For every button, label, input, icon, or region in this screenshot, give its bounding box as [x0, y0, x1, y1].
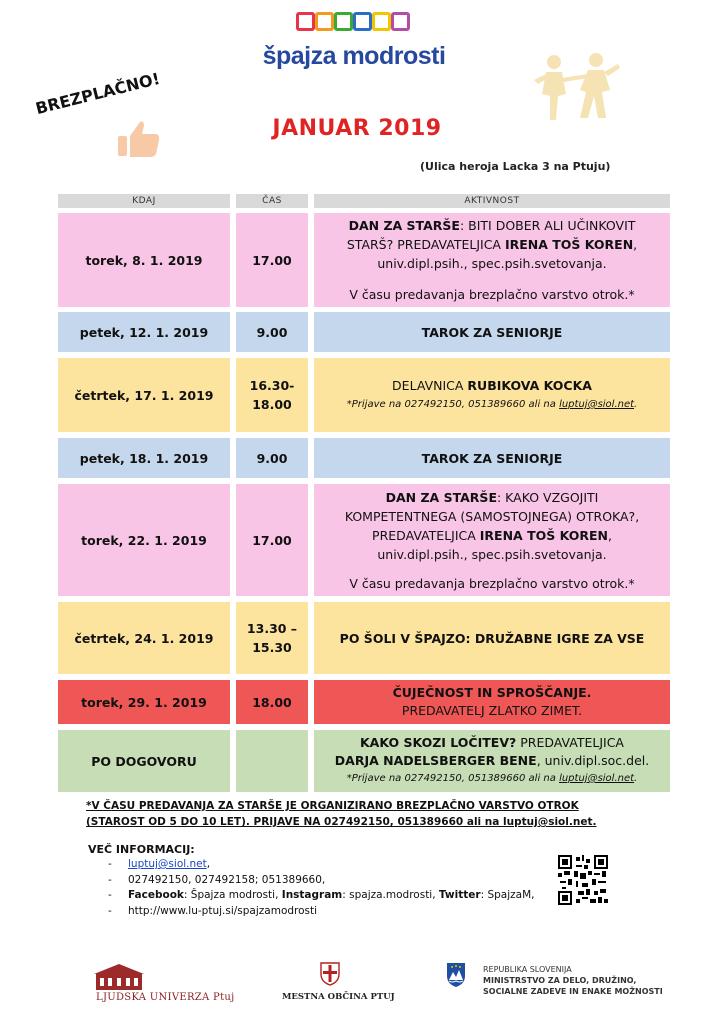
row8-line2: DARJA NADELSBERGER BENE, univ.dipl.soc.del.	[334, 753, 650, 768]
signup-email-link[interactable]: luptuj@siol.net	[559, 399, 635, 410]
row8-time	[236, 730, 308, 792]
row1-time: 17.00	[236, 213, 308, 307]
row6-date: četrtek, 24. 1. 2019	[58, 602, 230, 674]
row6-time	[236, 602, 308, 674]
info-list	[108, 857, 534, 919]
row6-activity: PO ŠOLI V ŠPAJZO: DRUŽABNE IGRE ZA VSE	[314, 602, 670, 674]
qr-code-icon[interactable]	[558, 855, 608, 905]
note-line1: *V ČASU PREDAVANJA ZA STARŠE JE ORGANIZIRANO BREZPLAČNO VARSTVO OTROK	[86, 800, 579, 812]
logo-square-orange	[315, 12, 334, 31]
row7-line2: PREDAVATELJ ZLATKO ZIMET.	[401, 703, 583, 718]
row6-time-end: 15.30	[252, 640, 292, 655]
row1-activity	[314, 213, 670, 307]
row4-activity: TAROK ZA SENIORJE	[314, 438, 670, 478]
row3-line1: DELAVNICA RUBIKOVA KOCKA	[392, 378, 592, 393]
column-header-cas: ČAS	[236, 194, 308, 208]
row5-line2: KOMPETENTNEGA (SAMOSTOJNEGA) OTROKA?,	[344, 508, 640, 524]
row5-line5: V času predavanja brezplačno varstvo otrok.*	[349, 575, 635, 591]
row1-line3: univ.dipl.psih., spec.psih.svetovanja.	[377, 256, 607, 271]
row3-date: četrtek, 17. 1. 2019	[58, 358, 230, 432]
row8-date: PO DOGOVORU	[58, 730, 230, 792]
ptuj-crest-icon	[320, 962, 340, 986]
info-social: - Facebook: Špajza modrosti, Instagram: spajza.modrosti, Twitter: SpajzaM,	[108, 888, 534, 904]
row1-line1: DAN ZA STARŠE: BITI DOBER ALI UČINKOVIT	[348, 218, 636, 233]
info-url	[108, 904, 534, 920]
signup-email-link[interactable]: luptuj@siol.net	[559, 773, 635, 784]
email-link[interactable]: luptuj@siol.net	[128, 858, 207, 870]
logo-square-red	[296, 12, 315, 31]
column-header-kdaj: KDAJ	[58, 194, 230, 208]
page-title: JANUAR 2019	[272, 116, 442, 141]
row5-time: 17.00	[236, 484, 308, 596]
column-header-aktivnost: AKTIVNOST	[314, 194, 670, 208]
row8-signup: *Prijave na 027492150, 051389660 ali na luptuj@siol.net.	[346, 773, 638, 784]
info-phones: - 027492150, 027492158; 051389660,	[108, 873, 534, 889]
brand-name: špajza modrosti	[262, 42, 446, 70]
thumbs-up-icon	[116, 118, 162, 160]
row5-date: torek, 22. 1. 2019	[58, 484, 230, 596]
row5-line4: univ.dipl.psih., spec.psih.svetovanja.	[377, 546, 607, 562]
slovenia-crest-icon	[446, 962, 466, 988]
row5-line1: DAN ZA STARŠE: KAKO VZGOJITI	[385, 489, 599, 505]
ljudska-univerza-logo-text: LJUDSKA UNIVERZA Ptuj	[96, 992, 235, 1003]
logo-square-yellow	[372, 12, 391, 31]
row6-time-start: 13.30 –	[246, 621, 298, 636]
row8-activity	[314, 730, 670, 792]
logo-square-green	[334, 12, 353, 31]
row7-time: 18.00	[236, 680, 308, 724]
row3-activity	[314, 358, 670, 432]
ministry-line3: SOCIALNE ZADEVE IN ENAKE MOŽNOSTI	[483, 987, 663, 996]
info-email: - luptuj@siol.net,	[108, 857, 534, 873]
row2-date: petek, 12. 1. 2019	[58, 312, 230, 352]
row2-activity: TAROK ZA SENIORJE	[314, 312, 670, 352]
row2-time: 9.00	[236, 312, 308, 352]
ministry-line1: REPUBLIKA SLOVENIJA	[483, 965, 572, 974]
free-badge: BREZPLAČNO!	[33, 68, 162, 119]
dancing-figures-icon	[530, 50, 622, 124]
info-heading: VEČ INFORMACIJ:	[88, 843, 195, 856]
row4-time: 9.00	[236, 438, 308, 478]
brand-logo-squares	[296, 12, 408, 34]
row5-activity	[314, 484, 670, 596]
ministry-line2: MINISTRSTVO ZA DELO, DRUŽINO,	[483, 976, 637, 985]
row8-line1: KAKO SKOZI LOČITEV? PREDAVATELJICA	[360, 735, 624, 750]
note-line2: (STAROST OD 5 DO 10 LET). PRIJAVE NA 027492150, 051389660 ali na luptuj@siol.net.	[86, 816, 597, 828]
row7-activity	[314, 680, 670, 724]
row7-date: torek, 29. 1. 2019	[58, 680, 230, 724]
row3-time-end: 18.00	[252, 397, 292, 412]
row5-line3: PREDAVATELJICA IRENA TOŠ KOREN,	[372, 527, 612, 543]
ministry-text	[483, 964, 663, 997]
childcare-note	[86, 798, 666, 830]
row1-date: torek, 8. 1. 2019	[58, 213, 230, 307]
website-link[interactable]: http://www.lu-ptuj.si/spajzamodrosti	[128, 904, 318, 917]
row1-line2: STARŠ? PREDAVATELJICA IRENA TOŠ KOREN,	[346, 237, 638, 252]
row3-time-start: 16.30-	[249, 378, 295, 393]
address: (Ulica heroja Lacka 3 na Ptuju)	[420, 160, 611, 173]
mestna-obcina-text: MESTNA OBČINA PTUJ	[282, 992, 395, 1002]
logo-square-blue	[353, 12, 372, 31]
row3-time	[236, 358, 308, 432]
row7-line1: ČUJEČNOST IN SPROŠČANJE.	[392, 685, 592, 700]
row4-date: petek, 18. 1. 2019	[58, 438, 230, 478]
row1-line4: V času predavanja brezplačno varstvo otrok.*	[349, 287, 635, 302]
logo-square-purple	[391, 12, 410, 31]
row3-signup: *Prijave na 027492150, 051389660 ali na luptuj@siol.net.	[346, 399, 638, 410]
